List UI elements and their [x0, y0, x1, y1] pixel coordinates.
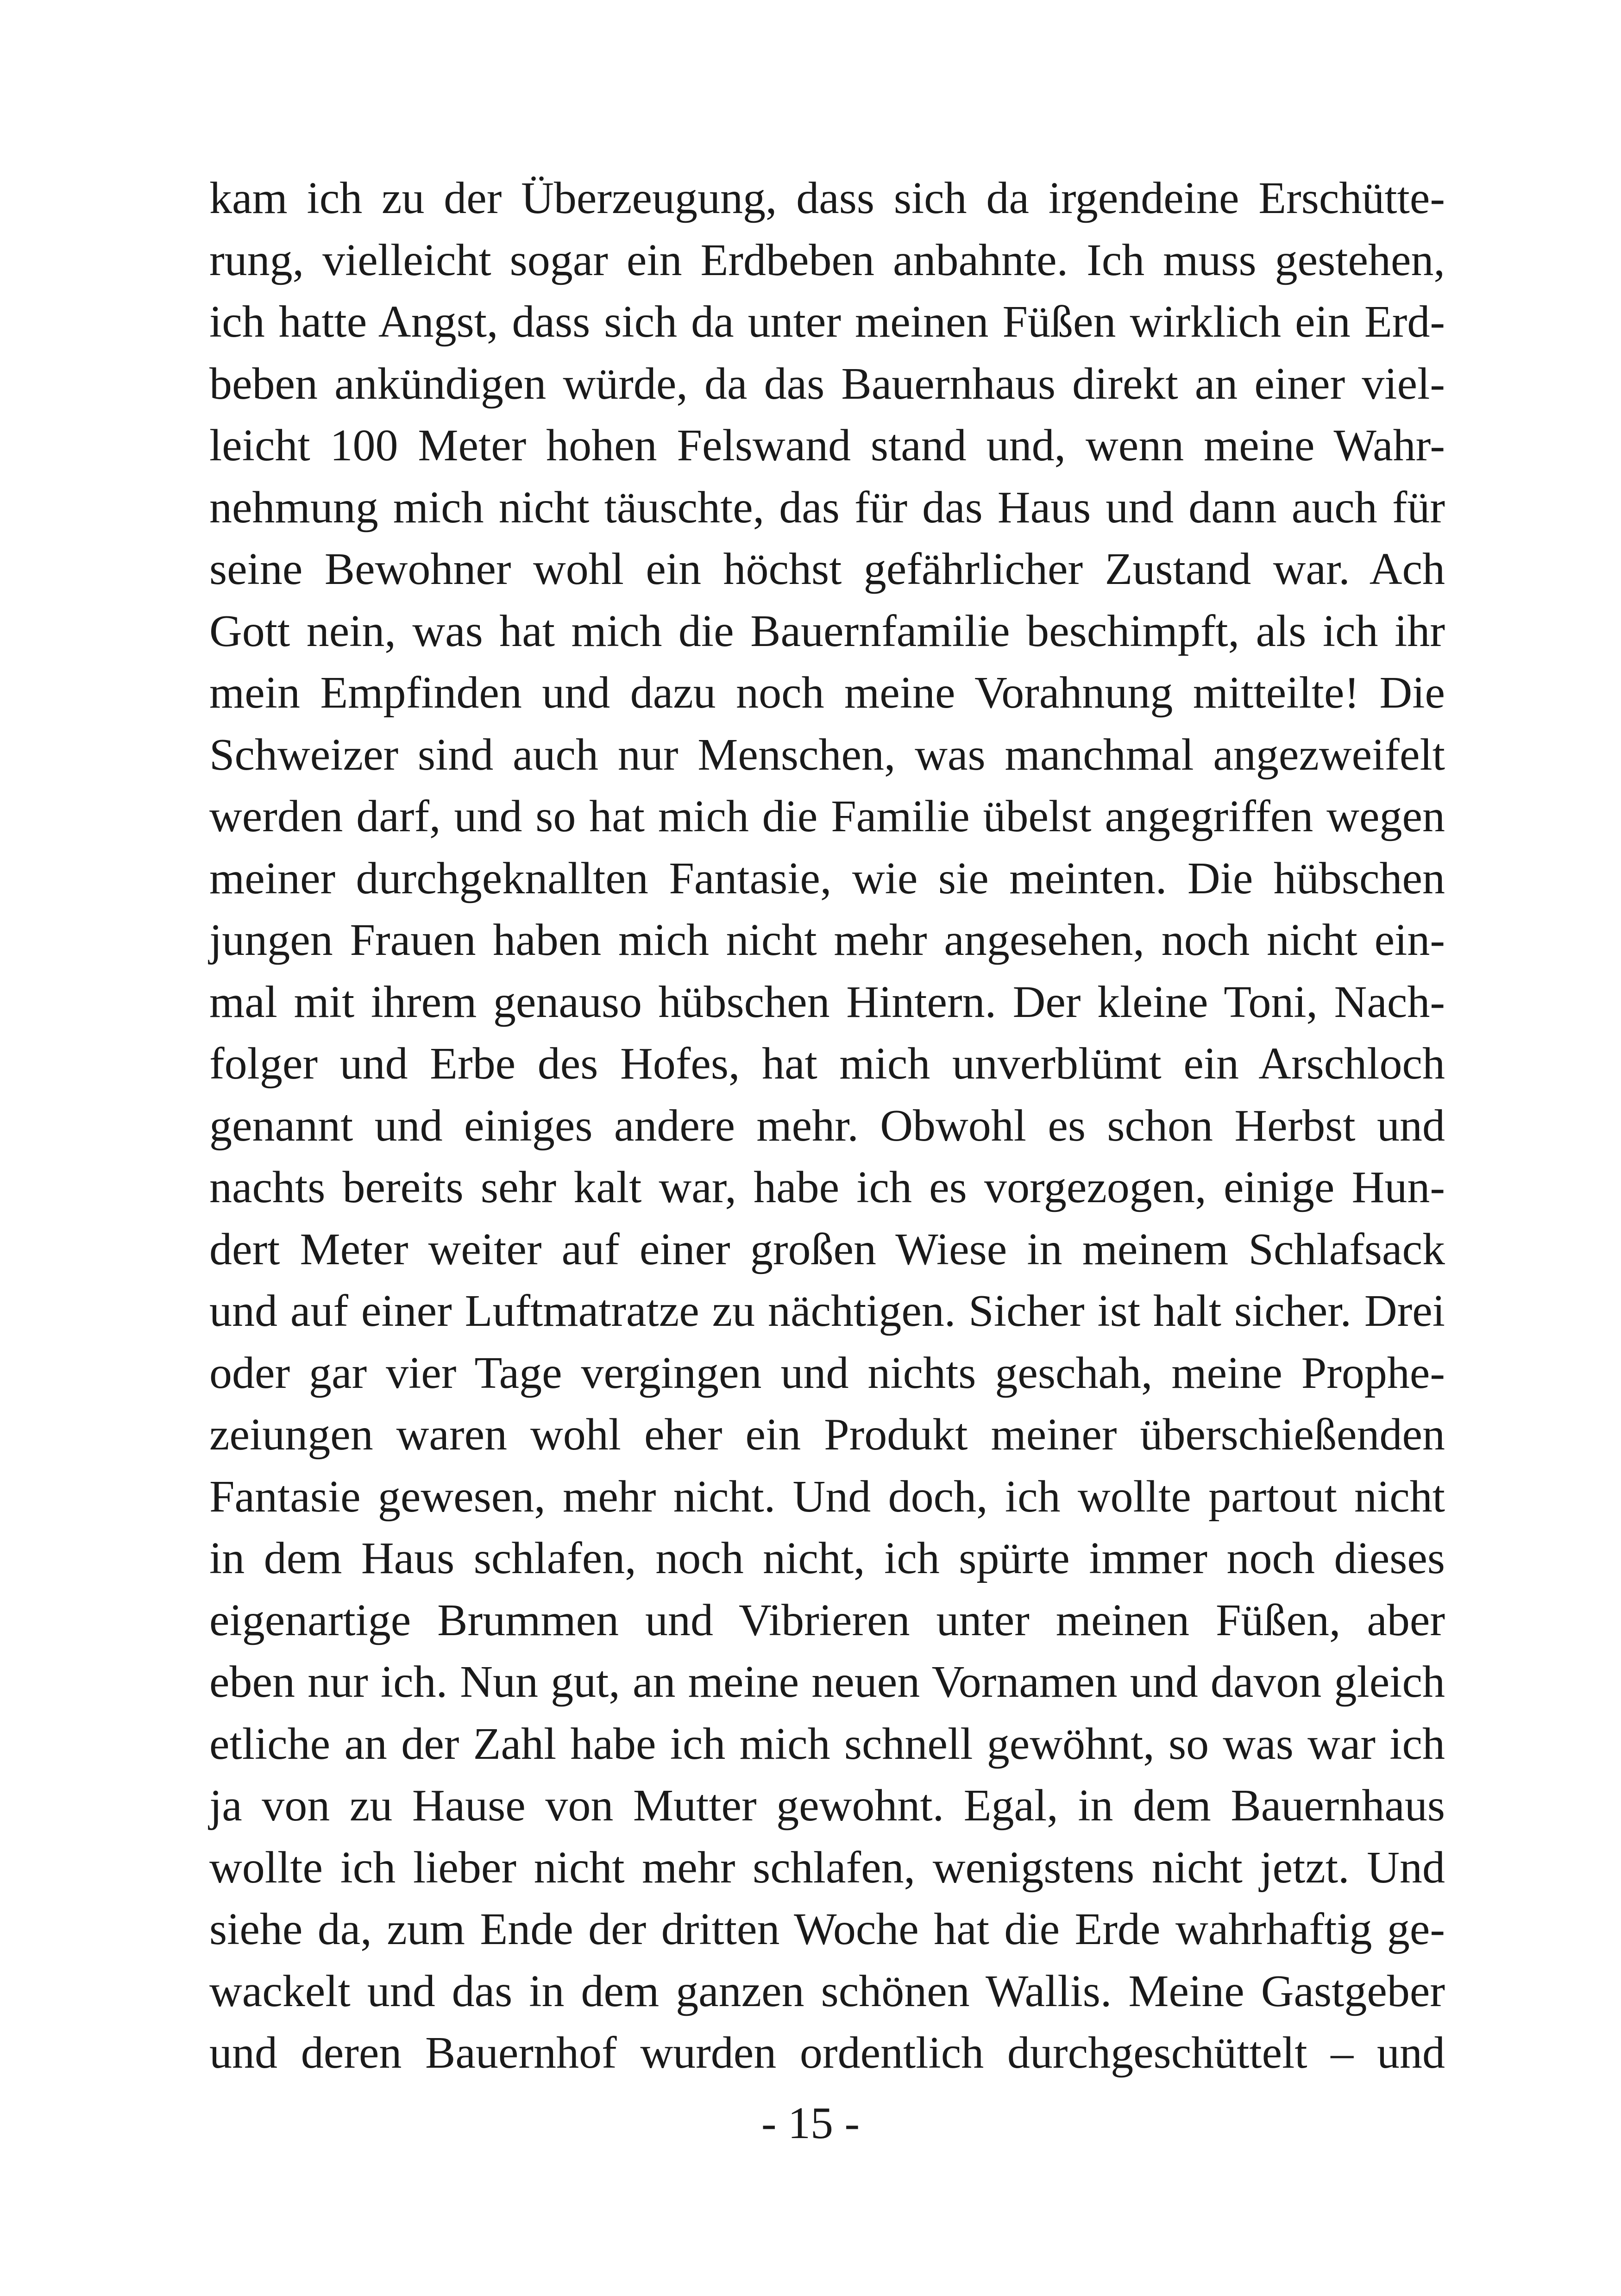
- text-line: jungen Frauen haben mich nicht mehr angesehen, noch nicht ein-: [209, 915, 1445, 965]
- text-line: eben nur ich. Nun gut, an meine neuen Vornamen und davon gleich: [209, 1657, 1445, 1707]
- text-line: zeiungen waren wohl eher ein Produkt meiner überschießenden: [209, 1410, 1445, 1460]
- text-line: wollte ich lieber nicht mehr schlafen, wenigstens nicht jetzt. Und: [209, 1842, 1445, 1893]
- text-line: meiner durchgeknallten Fantasie, wie sie meinten. Die hübschen: [209, 853, 1445, 903]
- text-line: eigenartige Brummen und Vibrieren unter meinen Füßen, aber: [209, 1595, 1445, 1645]
- text-line: nachts bereits sehr kalt war, habe ich es vorgezogen, einige Hun-: [209, 1162, 1445, 1212]
- text-line: Gott nein, was hat mich die Bauernfamilie beschimpft, als ich ihr: [209, 606, 1445, 656]
- text-line: genannt und einiges andere mehr. Obwohl es schon Herbst und: [209, 1100, 1445, 1151]
- text-line: und deren Bauernhof wurden ordentlich durchgeschüttelt – und: [209, 2028, 1445, 2078]
- text-line: werden darf, und so hat mich die Familie übelst angegriffen wegen: [209, 791, 1445, 841]
- text-line: mein Empfinden und dazu noch meine Vorahnung mitteilte! Die: [209, 668, 1445, 718]
- text-line: Schweizer sind auch nur Menschen, was manchmal angezweifelt: [209, 729, 1445, 780]
- text-line: dert Meter weiter auf einer großen Wiese in meinem Schlafsack: [209, 1224, 1445, 1274]
- page-number: - 15 -: [761, 2098, 860, 2148]
- text-line: seine Bewohner wohl ein höchst gefährlicher Zustand war. Ach: [209, 544, 1445, 594]
- text-line: folger und Erbe des Hofes, hat mich unverblümt ein Arschloch: [209, 1039, 1445, 1089]
- text-line: mal mit ihrem genauso hübschen Hintern. Der kleine Toni, Nach-: [209, 977, 1445, 1027]
- text-line: beben ankündigen würde, da das Bauernhaus direkt an einer viel-: [209, 358, 1445, 409]
- text-line: Fantasie gewesen, mehr nicht. Und doch, ich wollte partout nicht: [209, 1471, 1445, 1522]
- text-line: in dem Haus schlafen, noch nicht, ich spürte immer noch dieses: [209, 1533, 1445, 1583]
- text-line: nehmung mich nicht täuschte, das für das Haus und dann auch für: [209, 482, 1445, 533]
- text-line: etliche an der Zahl habe ich mich schnell gewöhnt, so was war ich: [209, 1719, 1445, 1769]
- text-line: kam ich zu der Überzeugung, dass sich da irgendeine Erschütte-: [209, 173, 1445, 223]
- text-line: wackelt und das in dem ganzen schönen Wallis. Meine Gastgeber: [209, 1966, 1445, 2016]
- text-line: leicht 100 Meter hohen Felswand stand und, wenn meine Wahr-: [209, 420, 1445, 470]
- text-line: rung, vielleicht sogar ein Erdbeben anbahnte. Ich muss gestehen,: [209, 235, 1445, 285]
- text-line: ich hatte Angst, dass sich da unter meinen Füßen wirklich ein Erd-: [209, 297, 1445, 347]
- text-line: siehe da, zum Ende der dritten Woche hat die Erde wahrhaftig ge-: [209, 1904, 1445, 1954]
- text-line: und auf einer Luftmatratze zu nächtigen. Sicher ist halt sicher. Drei: [209, 1286, 1445, 1336]
- text-line: ja von zu Hause von Mutter gewohnt. Egal, in dem Bauernhaus: [209, 1781, 1445, 1831]
- body-text: [209, 168, 1445, 2084]
- text-line: oder gar vier Tage vergingen und nichts geschah, meine Prophe-: [209, 1348, 1445, 1398]
